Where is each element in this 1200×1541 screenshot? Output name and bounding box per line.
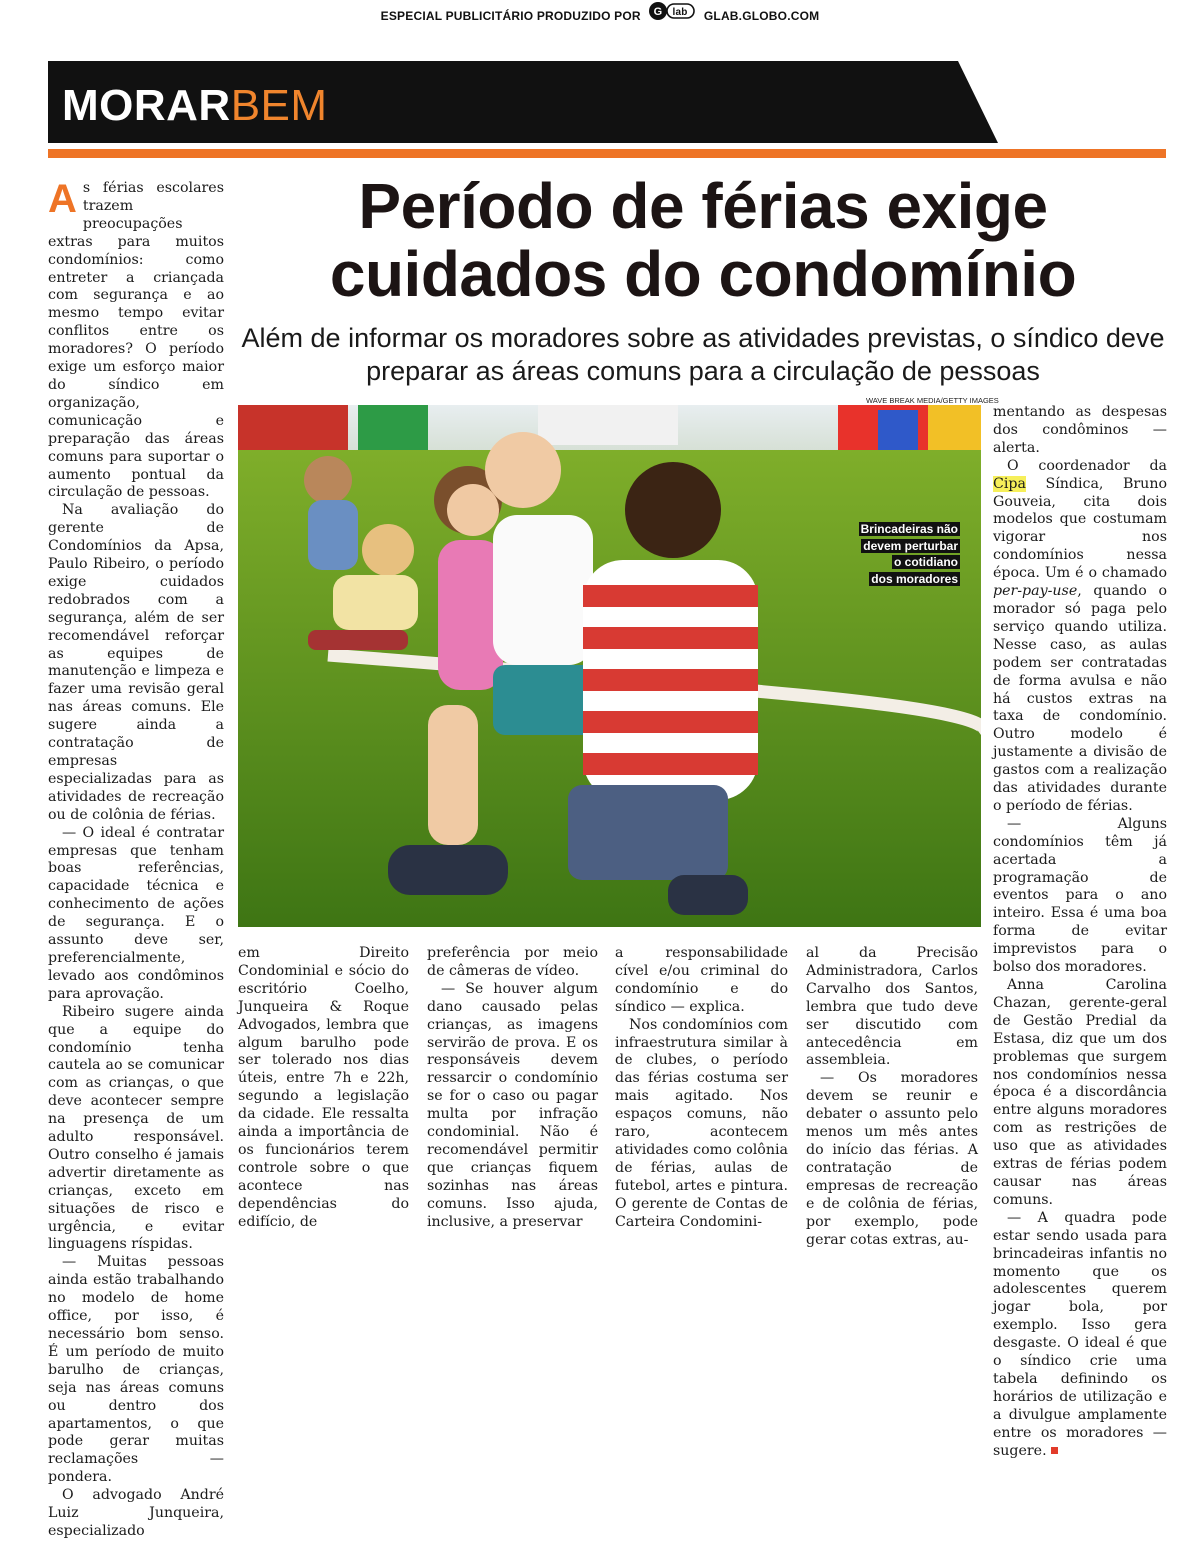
photo-credit: WAVE BREAK MEDIA/GETTY IMAGES (866, 396, 999, 405)
paragraph: — Alguns condomínios têm já acertada a programação de eventos para o ano inteiro. Essa é uma boa forma de evitar imprevistos para o bolso dos moradores. (993, 815, 1167, 976)
paragraph: O advogado André Luiz Junqueira, especializado (48, 1487, 224, 1539)
paragraph: — Os moradores devem se reunir e debater o assunto pelo menos um mês antes do início das férias. A contratação de empresas de recreação e de colônia de férias, por exemplo, pode gerar cotas extras, au- (806, 1070, 978, 1248)
paragraph: Nos condomínios com infraestrutura similar à de clubes, o período das férias costuma ser mais agitado. Nos espaços comuns, não raro, acontecem atividades como colônia de férias, aulas de futebol, artes e pintura. O gerente de Contas de Carteira Condomini- (615, 1016, 788, 1230)
paragraph: O coordenador da Cipa Síndica, Bruno Gouveia, cita dois modelos que costumam vigorar nos condomínios nessa época. Um é o chamado per-pay-use, quando o morador só paga pelo serviço quando utiliza. Nesse caso, as aulas podem ser contratadas de forma avulsa e não há custos extras na taxa de condomínio. Outro modelo é justamente a divisão de gastos com a realização das atividades durante o período de férias. (993, 457, 1168, 814)
paragraph: — A quadra pode estar sendo usada para brincadeiras infantis no momento que os adolescentes querem jogar bola, por exemplo. Isso gera desgaste. O ideal é que o síndico crie uma tabela definindo os horários de utilização e a divulgue amplamente entre os moradores — sugere. (993, 1209, 1167, 1459)
end-mark-icon (1051, 1447, 1058, 1454)
article-column-4 (615, 945, 788, 1232)
accent-rule (48, 149, 1166, 158)
article-column-3 (427, 945, 598, 1232)
headline: Período de férias exige cuidados do condomínio (329, 170, 1077, 310)
paragraph: Anna Carolina Chazan, gerente-geral de Gestão Predial da Estasa, diz que um dos problemas que surgem nos condomínios nessa época é a discordância entre alguns moradores com as restrições de uso que as atividades extras de férias podem causar nas áreas comuns. (993, 977, 1167, 1208)
paragraph: As férias escolares trazem preocupações extras para muitos condomínios: como entreter a criançada com segurança e ao mesmo tempo evitar conflitos entre os moradores? O período exige um esforço maior do síndico em organização, comunicação e preparação das áreas comuns para suportar o aumento pontual da circulação de pessoas. (48, 177, 224, 501)
paragraph: — Muitas pessoas ainda estão trabalhando no modelo de home office, por isso, é necessário bom senso. É um período de muito barulho de crianças, seja nas áreas comuns ou dentro dos apartamentos, o que pode gerar muitas reclamações — pondera. (48, 1254, 224, 1486)
section-word-bem: BEM (230, 81, 328, 130)
svg-text:G: G (653, 5, 663, 18)
italic-term: per-pay-use (993, 583, 1078, 600)
section-word-morar: MORAR (62, 81, 231, 130)
paragraph: — O ideal é contratar empresas que tenham boas referências, capacidade técnica e conhecimento de ações de segurança. E o assunto deve ser, preferencialmente, levado aos condôminos para aprovação. (48, 824, 224, 1002)
site-url: GLAB.GLOBO.COM (703, 9, 820, 23)
highlighted-text: Cipa (993, 475, 1026, 492)
caption-line: o cotidiano (894, 555, 958, 569)
article-column-1 (48, 177, 224, 1541)
paragraph: em Direito Condominial e sócio do escritório Coelho, Junqueira & Roque Advogados, lembra que algum barulho pode ser tolerado nos dias úteis, entre 7h e 22h, segundo a legislação da cidade. Ele ressalta ainda a importância de os funcionários terem controle sobre o que acontece nas dependências do edifício, de (238, 945, 409, 1230)
paragraph: Ribeiro sugere ainda que a equipe do condomínio tenha cautela ao se comunicar com as crianças, o que deve acontecer sempre na presença de um adulto responsável. Outro conselho é jamais advertir diretamente as crianças, exceto em situações de risco e urgência, e evitar linguagens ríspidas. (48, 1003, 224, 1253)
paragraph: al da Precisão Administradora, Carlos Carvalho dos Santos, lembra que tudo deve ser discutido com antecedência em assembleia. (806, 945, 978, 1069)
paragraph: a responsabilidade cível e/ou criminal do condomínio e do síndico — explica. (615, 945, 788, 1015)
article-column-6 (993, 404, 1167, 1460)
caption-line: Brincadeiras não (860, 522, 958, 536)
drop-cap: A (48, 177, 77, 221)
subheadline: Além de informar os moradores sobre as atividades previstas, o síndico deve preparar as áreas comuns para a circulação de pessoas (241, 323, 1165, 386)
paragraph: mentando as despesas dos condôminos — alerta. (993, 404, 1167, 456)
article-column-2 (238, 945, 409, 1232)
article-photo (238, 405, 981, 927)
publisher-bar (0, 0, 1200, 32)
g-lab-logo-icon (648, 1, 696, 33)
paragraph: — Se houver algum dano causado pelas crianças, as imagens servirão de prova. E os responsáveis devem ressarcir o condomínio se for o caso ou pagar multa por infração condominial. Não é recomendável permitir que crianças fiquem sozinhas nas áreas comuns. Isso ajuda, inclusive, a preservar (427, 980, 598, 1230)
logo-text: lab (672, 6, 688, 18)
photo-caption (850, 521, 960, 587)
paragraph: preferência por meio de câmeras de vídeo. (427, 945, 598, 979)
caption-line: devem perturbar (863, 538, 958, 553)
paragraph: Na avaliação do gerente de Condomínios da Apsa, Paulo Ribeiro, o período exige cuidados redobrados com a segurança, além de ser recomendável reforçar as equipes de manutenção e limpeza e fazer uma revisão geral nas áreas comuns. Ele sugere ainda a contratação de empresas especializadas para as atividades de recreação ou de colônia de férias. (48, 502, 224, 823)
publisher-text: ESPECIAL PUBLICITÁRIO PRODUZIDO POR (380, 9, 641, 23)
caption-line: dos moradores (871, 571, 958, 586)
section-title (62, 78, 328, 134)
